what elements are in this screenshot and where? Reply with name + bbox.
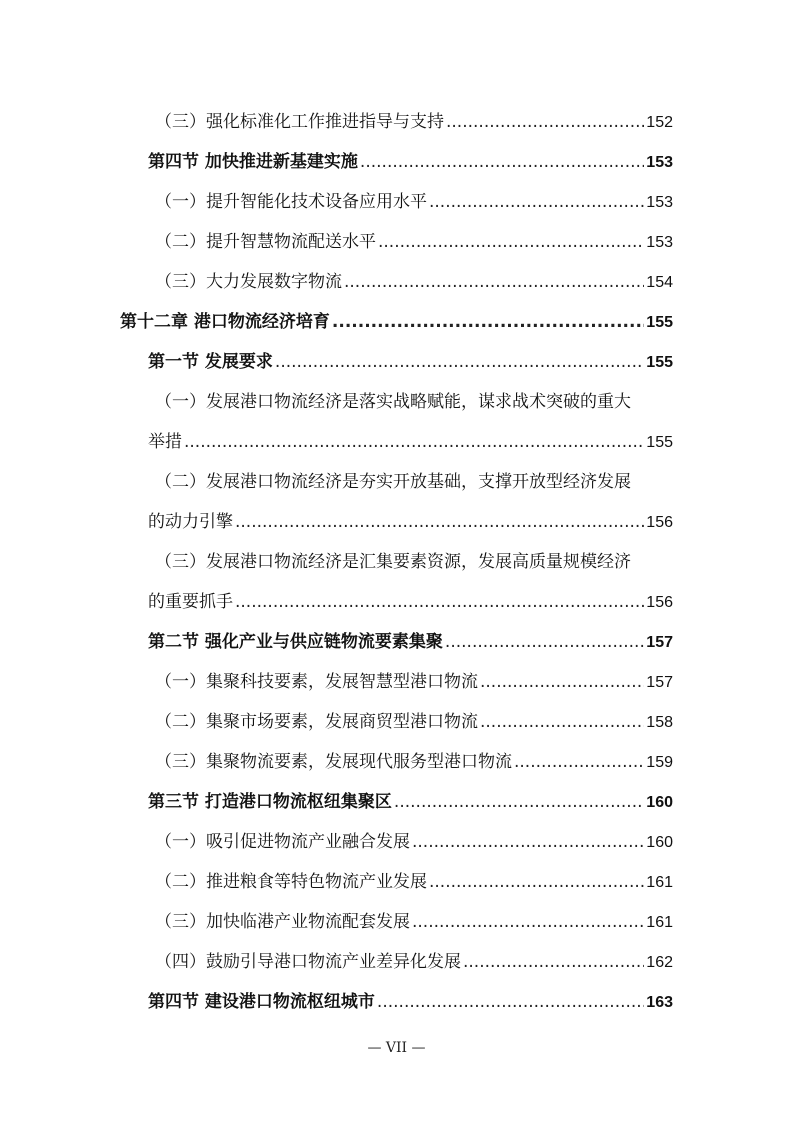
dot-leader: [429, 190, 644, 214]
toc-page-number: 162: [646, 954, 673, 971]
toc-page-number: 160: [646, 834, 673, 851]
toc-entry-title: 第一节 发展要求: [148, 352, 273, 372]
dot-leader: [446, 110, 644, 134]
toc-entry[interactable]: [148, 510, 673, 535]
dot-leader: [412, 910, 644, 934]
toc-entry[interactable]: [155, 710, 673, 735]
toc-entry[interactable]: [148, 630, 673, 655]
toc-entry-title: （三）大力发展数字物流: [155, 272, 342, 292]
toc-entry[interactable]: [148, 990, 673, 1015]
toc-entry[interactable]: [155, 750, 673, 775]
toc-entry[interactable]: [148, 350, 673, 375]
toc-entry-title: （三）加快临港产业物流配套发展: [155, 912, 410, 932]
toc-entry[interactable]: [155, 230, 673, 255]
toc-page-number: 159: [646, 754, 673, 771]
toc-entry[interactable]: [148, 430, 673, 455]
toc-page-number: 153: [646, 194, 673, 211]
toc-entry-title: 第四节 建设港口物流枢纽城市: [148, 992, 375, 1012]
toc-chapter-entry[interactable]: [120, 310, 673, 335]
toc-page-number: 153: [646, 234, 673, 251]
toc-entry[interactable]: [148, 790, 673, 815]
toc-page-number: 155: [646, 314, 673, 331]
toc-page-number: 153: [646, 154, 673, 171]
toc-page-number: 154: [646, 274, 673, 291]
toc-entry-title: （一）集聚科技要素，发展智慧型港口物流: [155, 672, 478, 692]
toc-page-number: 161: [646, 914, 673, 931]
toc-entry-title: 第二节 强化产业与供应链物流要素集聚: [148, 632, 443, 652]
dot-leader: [463, 950, 644, 974]
toc-entry-title: （二）集聚市场要素，发展商贸型港口物流: [155, 712, 478, 732]
toc-entry[interactable]: [148, 150, 673, 175]
dot-leader: [235, 510, 644, 534]
toc-page-number: 155: [646, 434, 673, 451]
toc-entry-title-line1[interactable]: （三）发展港口物流经济是汇集要素资源，发展高质量规模经济: [155, 552, 631, 572]
toc-entry[interactable]: [155, 270, 673, 295]
dot-leader: [332, 310, 644, 334]
toc-entry-title: （一）吸引促进物流产业融合发展: [155, 832, 410, 852]
toc-page-number: 156: [646, 594, 673, 611]
toc-entry-title: 第四节 加快推进新基建实施: [148, 152, 358, 172]
dot-leader: [445, 630, 644, 654]
toc-page-number: 163: [646, 994, 673, 1011]
toc-entry-title: （三）强化标准化工作推进指导与支持: [155, 112, 444, 132]
toc-entry[interactable]: [155, 870, 673, 895]
toc-entry-title: （四）鼓励引导港口物流产业差异化发展: [155, 952, 461, 972]
dot-leader: [235, 590, 644, 614]
toc-entry-title: （三）集聚物流要素，发展现代服务型港口物流: [155, 752, 512, 772]
dot-leader: [480, 670, 644, 694]
toc-entry-title-line2: 的重要抓手: [148, 592, 233, 612]
toc-entry-title: （二）推进粮食等特色物流产业发展: [155, 872, 427, 892]
toc-entry[interactable]: [155, 670, 673, 695]
dot-leader: [377, 990, 644, 1014]
dot-leader: [394, 790, 644, 814]
toc-entry-title: （一）提升智能化技术设备应用水平: [155, 192, 427, 212]
dot-leader: [360, 150, 644, 174]
toc-page-number: 158: [646, 714, 673, 731]
toc-entry-title-line1[interactable]: （一）发展港口物流经济是落实战略赋能，谋求战术突破的重大: [155, 392, 631, 412]
toc-entry-title-line1[interactable]: （二）发展港口物流经济是夯实开放基础，支撑开放型经济发展: [155, 472, 631, 492]
toc-entry[interactable]: [155, 950, 673, 975]
dot-leader: [275, 350, 644, 374]
toc-entry-title: （二）提升智慧物流配送水平: [155, 232, 376, 252]
toc-entry[interactable]: [155, 110, 673, 135]
toc-page-number: 156: [646, 514, 673, 531]
toc-entry-title-line2: 举措: [148, 432, 182, 452]
toc-entry-title-line2: 的动力引擎: [148, 512, 233, 532]
toc-entry-title: 第三节 打造港口物流枢纽集聚区: [148, 792, 392, 812]
dot-leader: [184, 430, 644, 454]
toc-entry[interactable]: [155, 190, 673, 215]
toc-entry[interactable]: [155, 910, 673, 935]
dot-leader: [429, 870, 644, 894]
toc-page-number: 157: [646, 674, 673, 691]
dot-leader: [514, 750, 644, 774]
toc-entry[interactable]: [148, 590, 673, 615]
toc-page-number: 152: [646, 114, 673, 131]
dot-leader: [412, 830, 644, 854]
dot-leader: [344, 270, 644, 294]
dot-leader: [378, 230, 644, 254]
toc-entry-title: 第十二章 港口物流经济培育: [120, 312, 330, 332]
toc-page-number: 161: [646, 874, 673, 891]
toc-page-number: 155: [646, 354, 673, 371]
dot-leader: [480, 710, 644, 734]
toc-page-number: 157: [646, 634, 673, 651]
toc-entry[interactable]: [155, 830, 673, 855]
toc-page-number: 160: [646, 794, 673, 811]
page-footer: — VII —: [367, 1040, 426, 1056]
